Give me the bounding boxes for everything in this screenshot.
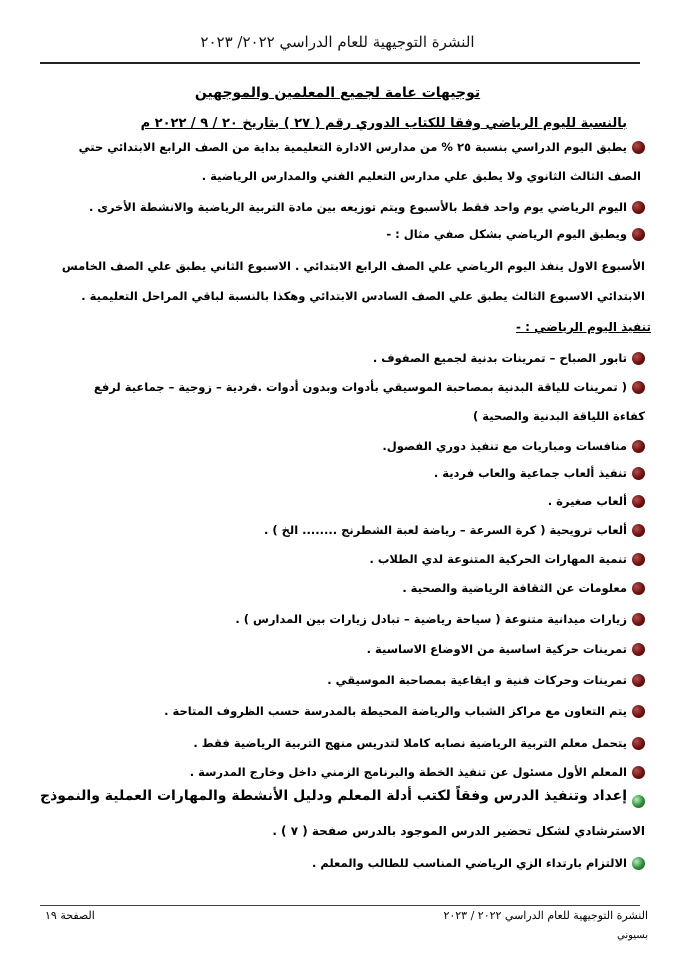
bullet-icon (632, 228, 645, 241)
bullet-icon (632, 495, 645, 508)
list-item: معلومات عن الثقافة الرياضية والصحية . (402, 581, 627, 595)
footer-title: النشرة التوجيهية للعام الدراسي ٢٠٢٢ / ٢٠٢٣ (443, 909, 648, 922)
list-item: تمرينات وحركات فنية و ايقاعية بمصاحبة الموسيقي . (327, 673, 627, 687)
intro-line-5: الأسبوع الاول ينفذ اليوم الرياضي علي الصف الرابع الابتدائي . الاسبوع الثاني يطبق علي الصف الخامس (61, 259, 645, 273)
list-item: تمرينات حركية اساسية من الاوضاع الاساسية . (366, 642, 627, 656)
header-title: النشرة التوجيهية للعام الدراسي ٢٠٢٢/ ٢٠٢٣ (200, 33, 475, 51)
closing-line-2: الاسترشادي لشكل تحضير الدرس الموجود بالدرس صفحة ( ٧ ) . (272, 824, 645, 838)
list-item: ( تمرينات للياقة البدنية بمصاحبة الموسيقي بأدوات وبدون أدوات .فردية – زوجية – جماعية لرفع (93, 380, 627, 394)
list-item: ألعاب صغيرة . (547, 494, 627, 508)
bullet-icon (632, 201, 645, 214)
intro-line-1: يطبق اليوم الدراسي بنسبة ٢٥ % من مدارس الادارة التعليمية بداية من الصف الرابع الابتدائي حتي (78, 140, 627, 154)
list-item: تنمية المهارات الحركية المتنوعة لدي الطلاب . (369, 552, 627, 566)
sub-heading: بالنسبة لليوم الرياضي وفقا للكتاب الدوري رقم ( ٢٧ ) بتاريخ ٢٠ / ٩ / ٢٠٢٢ م (140, 116, 627, 131)
footer-author: بسيوني (616, 930, 648, 941)
bullet-icon (632, 381, 645, 394)
bullet-icon (632, 674, 645, 687)
bullet-icon (632, 643, 645, 656)
bullet-icon (632, 467, 645, 480)
page-number: الصفحة ١٩ (45, 909, 95, 922)
bullet-icon (632, 613, 645, 626)
closing-line-3: الالتزام بارتداء الزي الرياضي المناسب للطالب والمعلم . (311, 856, 627, 870)
list-item: المعلم الأول مسئول عن تنفيذ الخطة والبرنامج الزمني داخل وخارج المدرسة . (189, 765, 627, 779)
bullet-icon (632, 553, 645, 566)
bullet-icon (632, 524, 645, 537)
list-item: يتحمل معلم التربية الرياضية نصابه كاملا لتدريس منهج التربية الرياضية فقط . (193, 736, 627, 750)
bullet-icon (632, 857, 645, 870)
list-item: تابور الصباح – تمرينات بدنية لجميع الصفوف . (372, 351, 627, 365)
list-item: تنفيذ ألعاب جماعية والعاب فردية . (433, 466, 627, 480)
header-divider (40, 62, 640, 64)
bullet-icon (632, 737, 645, 750)
footer-divider (40, 905, 640, 906)
list-item-continuation: كفاءة اللياقة البدنية والصحية ) (473, 409, 645, 423)
bullet-icon (632, 795, 645, 808)
list-item: ألعاب ترويحية ( كرة السرعة – رياضة لعبة الشطرنج ........ الخ ) . (263, 523, 627, 537)
bullet-icon (632, 582, 645, 595)
bullet-icon (632, 141, 645, 154)
list-item: زيارات ميدانية متنوعة ( سياحة رياضية – تبادل زيارات بين المدارس ) . (235, 612, 627, 626)
intro-line-3: اليوم الرياضي يوم واحد فقط بالأسبوع ويتم توزيعه بين مادة التربية الرياضية والانشطة الأخرى . (88, 200, 627, 214)
intro-line-6: الابتدائي الاسبوع الثالث يطبق علي الصف السادس الابتدائي وهكذا بالنسبة لباقي المراحل التعليمية . (81, 289, 645, 303)
bullet-icon (632, 440, 645, 453)
bullet-icon (632, 705, 645, 718)
main-heading: توجيهات عامة لجميع المعلمين والموجهين (194, 85, 481, 101)
closing-line-1: إعداد وتنفيذ الدرس وفقاً لكتب أدلة المعلم ودليل الأنشطة والمهارات العملية والنموذج (40, 788, 627, 804)
section-title: تنفيذ اليوم الرياضي : - (515, 320, 651, 334)
intro-line-4: ويطبق اليوم الرياضي بشكل صفي مثال : - (386, 227, 627, 241)
intro-line-2: الصف الثالث الثانوي ولا يطبق علي مدارس التعليم الفني والمدارس الرياضية . (201, 169, 641, 183)
bullet-icon (632, 766, 645, 779)
bullet-icon (632, 352, 645, 365)
list-item: منافسات ومباريات مع تنفيذ دوري الفصول. (382, 439, 627, 453)
list-item: يتم التعاون مع مراكز الشباب والرياضة المحيطة بالمدرسة حسب الظروف المتاحة . (164, 704, 627, 718)
